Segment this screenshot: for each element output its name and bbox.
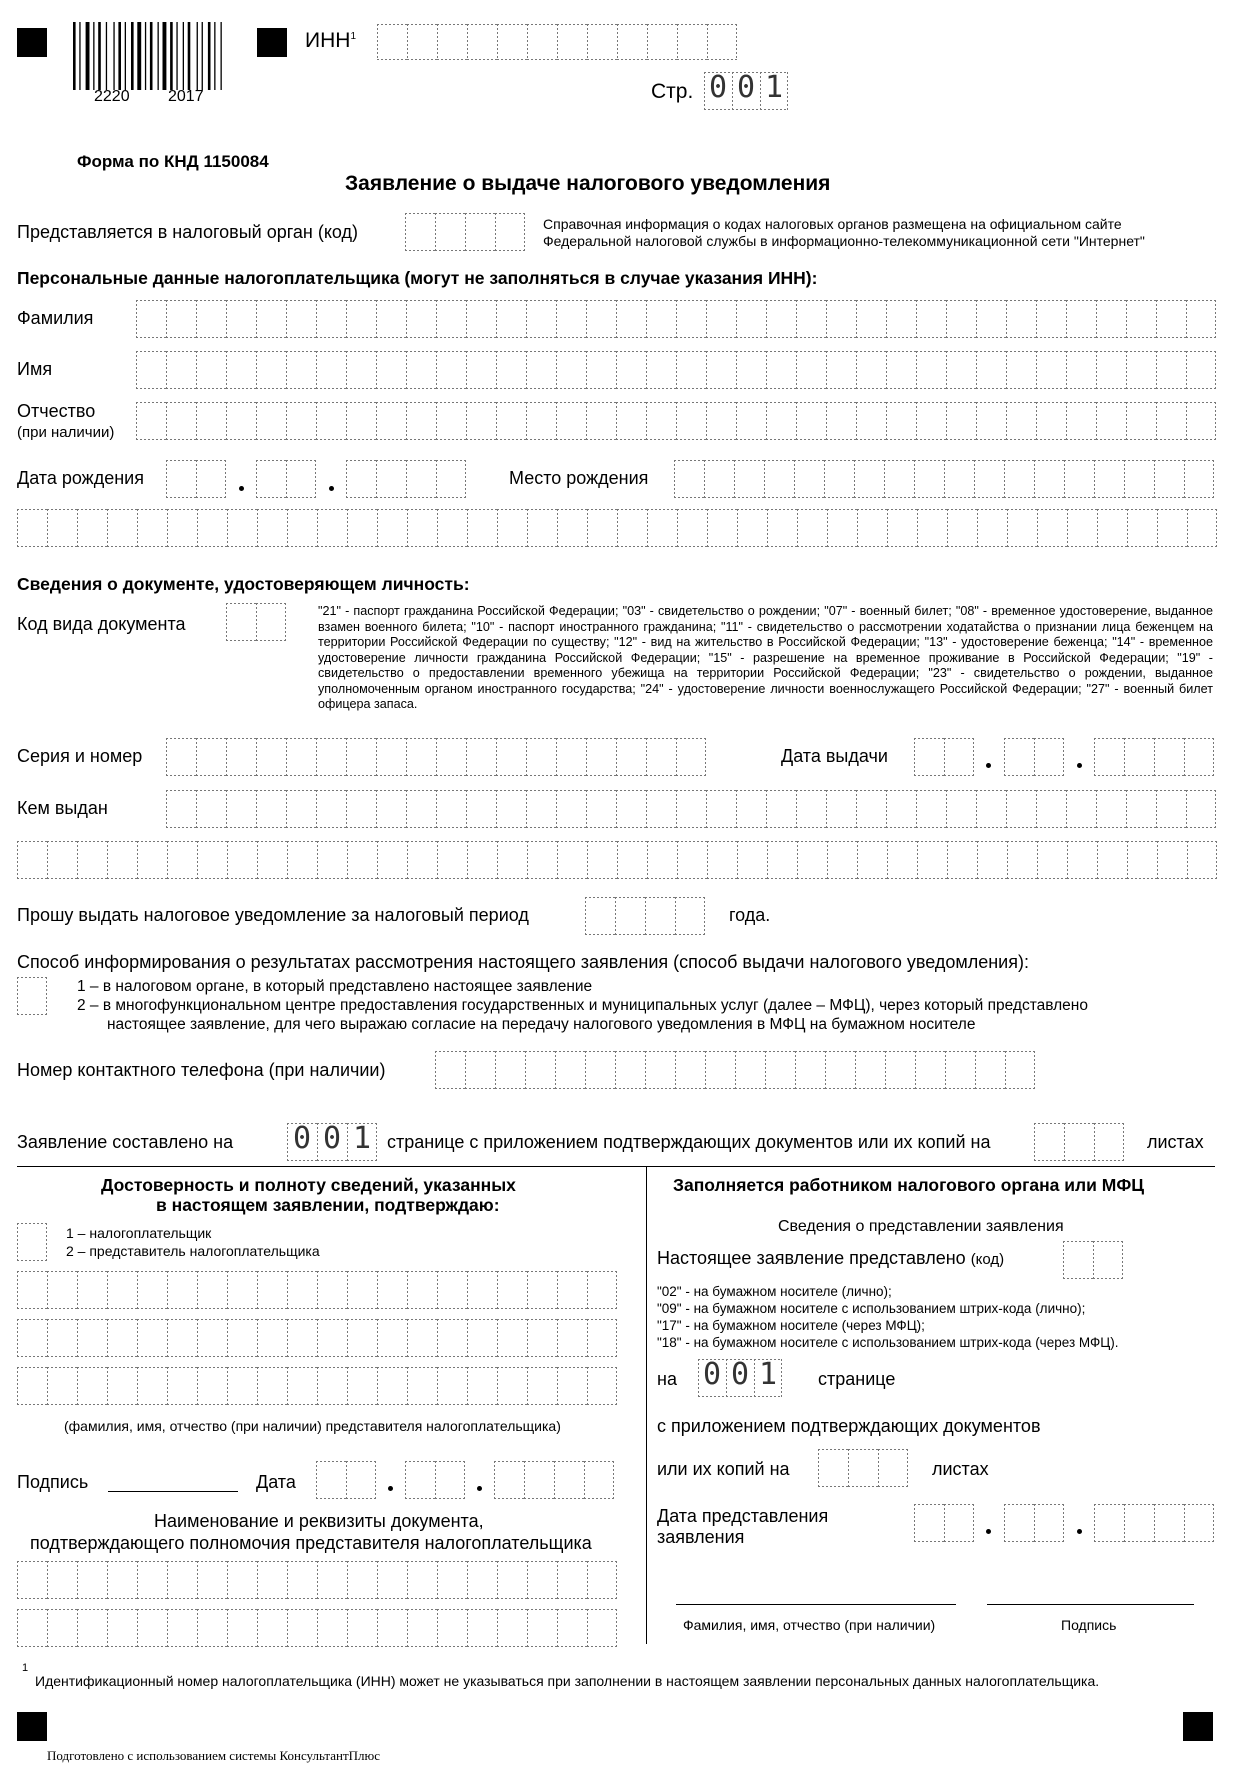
period-year-field[interactable] (585, 897, 705, 935)
pages-middle: странице с приложением подтверждающих документов или их копий на (387, 1132, 991, 1152)
signer-option-1: 1 – налогоплательщик (66, 1225, 212, 1241)
issue-date-label: Дата выдачи (781, 746, 888, 766)
section-divider (17, 1166, 1215, 1167)
patronymic-field[interactable] (136, 402, 1216, 440)
name-label: Имя (17, 359, 53, 379)
issue-date-year[interactable] (1094, 738, 1214, 776)
issue-date-month[interactable] (1004, 738, 1064, 776)
doc-type-code-field[interactable] (226, 603, 286, 641)
submission-date-label-2: заявления (657, 1527, 745, 1547)
pages-suffix: листах (1147, 1132, 1204, 1152)
surname-label: Фамилия (17, 308, 94, 328)
issued-by-field-2[interactable] (17, 841, 1217, 879)
method-label: Способ информирования о результатах рассмотрения настоящего заявления (способ выдачи налогового уведомления): (17, 952, 1029, 972)
code-09: "09" - на бумажном носителе с использованием штрих-кода (лично); (657, 1301, 1086, 1316)
footnote-text: Идентификационный номер налогоплательщика (ИНН) может не указываться при заполнении в настоящем заявлении персональных данных налогоплательщика. (35, 1673, 1100, 1689)
issued-by-label: Кем выдан (17, 798, 108, 818)
attachments-count-field[interactable] (1034, 1123, 1124, 1161)
doc-type-note: "21" - паспорт гражданина Российской Федерации; "03" - свидетельство о рождении; "07" - военный билет; "08" - временное удостоверение, выданное взамен военного билета; "10" - паспорт иностранного гражданина; "11" - свидетельство о рассмотрении ходатайства о признании лица беженцем на территории Российской Федерации по существу; "12" - вид на жительство в Российской Федерации; "13" - удостоверение беженца; "14" - временное удостоверение личности гражданина Российской Федерации; "15" - разрешение на временное проживание в Российской Федерации; "19" - свидетельство о предоставлении временного убежища на территории Российской Федерации; "23" - свидетельство о рождении, выданное уполномоченным органом иностранного государства; "24" - удостоверение личности военнослужащего Российской Федерации; "27" - военный билет офицера запаса. (318, 604, 1213, 711)
authority-doc-title-1: Наименование и реквизиты документа, (154, 1511, 484, 1531)
period-suffix: года. (729, 905, 771, 925)
form-knd: Форма по КНД 1150084 (77, 152, 269, 171)
document-heading: Сведения о документе, удостоверяющем личность: (17, 574, 470, 594)
official-fio-line[interactable] (676, 1604, 956, 1605)
inn-field[interactable] (377, 24, 737, 60)
sign-date-label: Дата (256, 1472, 296, 1492)
birth-date-year[interactable] (346, 460, 466, 498)
birth-date-day[interactable] (166, 460, 226, 498)
name-field[interactable] (136, 351, 1216, 389)
inn-label: ИНН$^1$ (305, 29, 356, 52)
submission-date-year[interactable] (1094, 1504, 1214, 1542)
submission-date-month[interactable] (1004, 1504, 1064, 1542)
confirm-heading-2: в настоящем заявлении, подтверждаю: (156, 1195, 500, 1215)
submission-date-label-1: Дата представления (657, 1506, 829, 1526)
code-18: "18" - на бумажном носителе с использованием штрих-кода (через МФЦ). (657, 1335, 1119, 1350)
attach-label: с приложением подтверждающих документов (657, 1416, 1041, 1436)
phone-label: Номер контактного телефона (при наличии) (17, 1060, 386, 1080)
submitted-code-field[interactable] (1063, 1241, 1123, 1279)
tax-authority-label: Представляется в налоговый орган (код) (17, 222, 359, 242)
official-copies-field[interactable] (818, 1449, 908, 1487)
birth-date-label: Дата рождения (17, 468, 144, 488)
pages-count-field[interactable]: 0 0 1 (287, 1123, 377, 1161)
pages-prefix: Заявление составлено на (17, 1132, 234, 1152)
birth-place-field-2[interactable] (17, 509, 1217, 547)
period-label: Прошу выдать налоговое уведомление за налоговый период (17, 905, 529, 925)
series-number-field[interactable] (166, 738, 706, 776)
official-heading: Заполняется работником налогового органа или МФЦ (673, 1175, 1145, 1195)
footnote-marker: 1 (22, 1662, 29, 1674)
birth-date-month[interactable] (256, 460, 316, 498)
copies-suffix: листах (932, 1459, 989, 1479)
issued-by-field-1[interactable] (166, 790, 1216, 828)
corner-marker-bottom-left (17, 1712, 47, 1741)
barcode (73, 22, 233, 90)
method-option-2b: настоящее заявление, для чего выражаю согласие на передачу налогового уведомления в МФЦ на бумажном носителе (107, 1016, 976, 1033)
birth-place-label: Место рождения (509, 468, 649, 488)
signer-option-2: 2 – представитель налогоплательщика (66, 1243, 320, 1259)
official-signature-line[interactable] (987, 1604, 1194, 1605)
barcode-number-left: 2220 (94, 88, 130, 105)
corner-marker-top-middle (257, 28, 287, 57)
official-signature-caption: Подпись (1061, 1617, 1117, 1633)
phone-field[interactable] (435, 1051, 1035, 1089)
code-17: "17" - на бумажном носителе (через МФЦ); (657, 1318, 925, 1333)
submitted-label: Настоящее заявление представлено (код) (657, 1248, 1005, 1268)
tax-authority-code-field[interactable] (405, 213, 525, 251)
submission-date-day[interactable] (914, 1504, 974, 1542)
page-number-field[interactable]: 0 0 1 (704, 72, 788, 110)
personal-data-heading: Персональные данные налогоплательщика (могут не заполняться в случае указания ИНН): (17, 268, 818, 288)
representative-fio-3[interactable] (17, 1367, 617, 1405)
confirm-heading-1: Достоверность и полноту сведений, указанных (101, 1175, 516, 1195)
patronymic-note: (при наличии) (17, 424, 115, 441)
on-suffix: странице (818, 1369, 896, 1389)
method-option-2a: 2 – в многофункциональном центре предоставления государственных и муниципальных услуг (далее – МФЦ), через который представлено (77, 997, 1088, 1014)
authority-doc-field-1[interactable] (17, 1561, 617, 1599)
sign-date-day[interactable] (316, 1461, 376, 1499)
patronymic-label: Отчество (17, 401, 96, 421)
doc-type-label: Код вида документа (17, 614, 186, 634)
official-pages-field[interactable]: 0 0 1 (698, 1359, 782, 1397)
official-fio-caption: Фамилия, имя, отчество (при наличии) (683, 1617, 936, 1633)
signature-line[interactable] (108, 1491, 238, 1492)
authority-doc-field-2[interactable] (17, 1609, 617, 1647)
tax-authority-note: Справочная информация о кодах налоговых органов размещена на официальном сайте Федеральной налоговой службы в информационно-телекоммуникационной сети "Интернет" (543, 216, 1145, 249)
method-code-field[interactable] (17, 977, 47, 1015)
method-option-1: 1 – в налоговом органе, в который представлено настоящее заявление (77, 978, 593, 995)
code-02: "02" - на бумажном носителе (лично); (657, 1284, 892, 1299)
copies-label: или их копий на (657, 1459, 790, 1479)
corner-marker-bottom-right (1183, 1712, 1213, 1741)
authority-doc-title-2: подтверждающего полномочия представителя налогоплательщика (30, 1533, 592, 1553)
form-title: Заявление о выдаче налогового уведомления (345, 172, 831, 195)
consultant-note: Подготовлено с использованием системы КонсультантПлюс (47, 1748, 381, 1763)
sign-date-month[interactable] (405, 1461, 465, 1499)
signature-label: Подпись (17, 1472, 89, 1492)
issue-date-day[interactable] (914, 738, 974, 776)
on-label: на (657, 1369, 677, 1389)
representative-fio-1[interactable] (17, 1271, 617, 1309)
series-number-label: Серия и номер (17, 746, 143, 766)
sign-date-year[interactable] (494, 1461, 614, 1499)
official-subheading: Сведения о представлении заявления (778, 1218, 1064, 1235)
signer-code-field[interactable] (17, 1223, 47, 1261)
fio-note: (фамилия, имя, отчество (при наличии) представителя налогоплательщика) (64, 1418, 561, 1434)
column-divider (646, 1166, 647, 1644)
representative-fio-2[interactable] (17, 1319, 617, 1357)
surname-field[interactable] (136, 300, 1216, 338)
corner-marker-top-left (17, 28, 47, 57)
birth-place-field-1[interactable] (674, 460, 1214, 498)
barcode-number-right: 2017 (168, 88, 204, 105)
page-label: Стр. (651, 80, 694, 103)
